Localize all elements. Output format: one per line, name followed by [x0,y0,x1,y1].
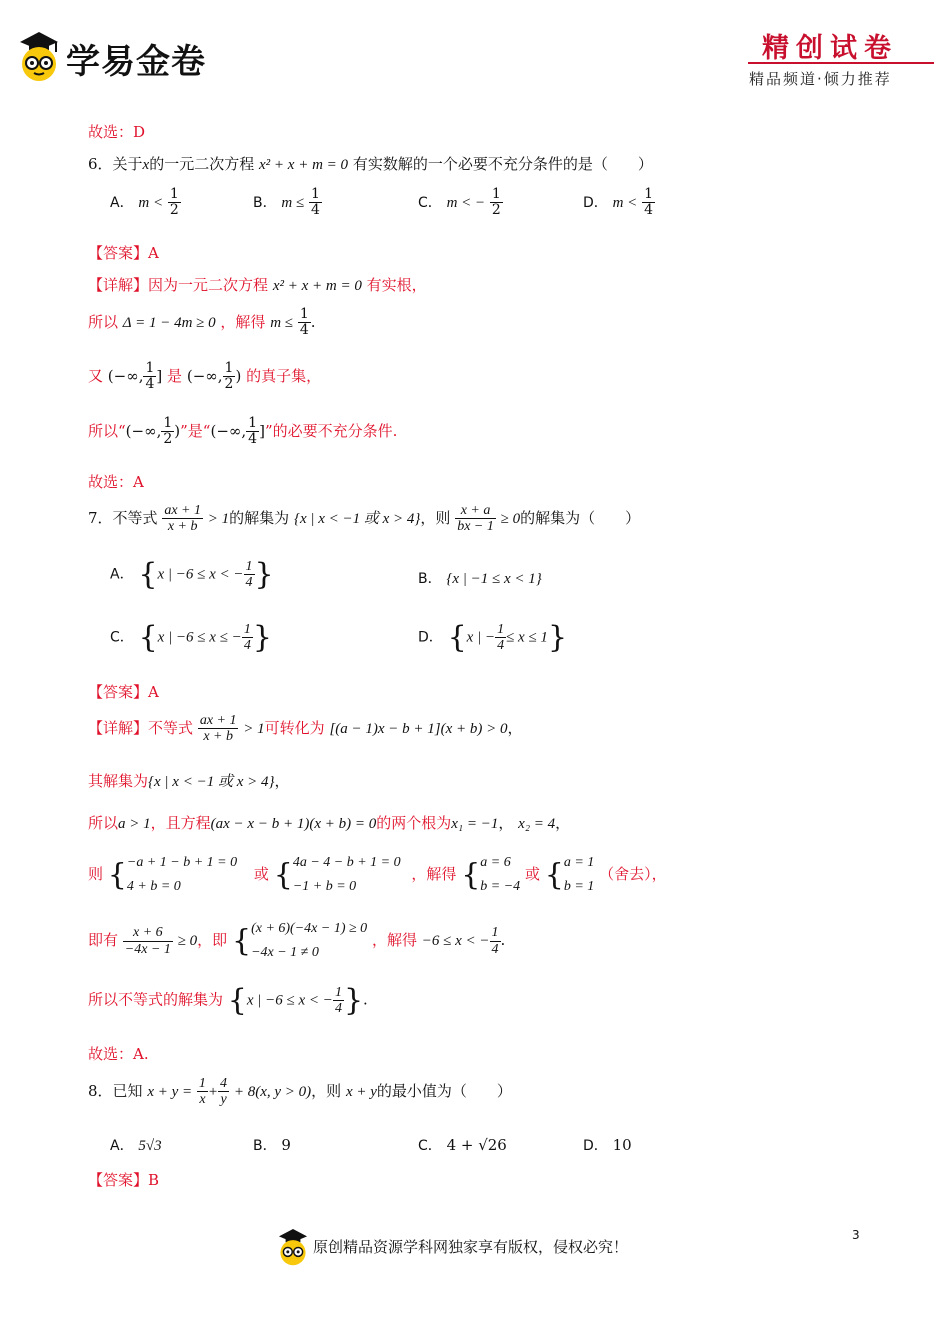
logo-text: 学易金卷 [66,42,206,82]
q7-option-a: A． {x | −6 ≤ x < − $\frac{1}{4}$ } [110,557,274,592]
q6-option-c: C． m < − $\frac{1}{2}$ [418,186,501,219]
q6-detail-line4: 所以“(−∞, $\frac{1}{2}$ )”是“(−∞, $\frac{1}{4}$ ]”的必要不充分条件. [88,415,398,448]
q7-choice: 故选：A. [88,1045,149,1063]
q7-detail-line5: 即有 $\frac{x + 6}{-4x - 1}$ ≥ 0，即 { (x + 6)(−4x − 1) ≥ 0 −4x − 1 ≠ 0 ，解得 −6 ≤ x < − $\frac{1}{4}$ . [88,921,506,960]
prev-choice: 故选：D [88,123,146,141]
q6-detail-line2: 所以 Δ = 1 − 4m ≥ 0 ，解得 m ≤ $\frac{1}{4}$ . [88,306,316,339]
brand-subtitle: 精品频道·倾力推荐 [749,70,892,88]
q7-detail-line4: 则 { −a + 1 − b + 1 = 0 4 + b = 0 或 { 4a − 4 − b + 1 = 0 −1 + b = 0 ，解得 { a = 6 b = −4 或 { a = 1 b = 1 （舍去）， [88,855,667,894]
q8-option-a: A． 5√3 [110,1138,162,1154]
logo-mascot-icon [16,28,62,82]
q7-option-c: C． {x | −6 ≤ x ≤ − $\frac{1}{4}$ } [110,620,272,655]
q6-answer: 【答案】A [88,244,159,262]
q7-detail-line6: 所以不等式的解集为 {x | −6 ≤ x < − $\frac{1}{4}$ }. [88,983,368,1018]
q6-choice: 故选：A [88,473,144,491]
q8-option-b: B． 9 [253,1136,291,1154]
q6-option-a: A． m < $\frac{1}{2}$ [110,186,179,219]
q6-detail-line1: 【详解】因为一元二次方程 x² + x + m = 0 有实根， [88,276,427,294]
q7-detail-line2: 其解集为{x | x < −1 或 x > 4}， [88,772,290,790]
q6-stem: 6．关于x的一元二次方程 x² + x + m = 0 有实数解的一个必要不充分条件的是（ ） [88,155,653,173]
q8-answer: 【答案】B [88,1171,160,1189]
q7-option-d: D． {x | − $\frac{1}{4}$ ≤ x ≤ 1} [418,620,568,655]
q8-stem: 8．已知 x + y = $\frac{1}{x}$ + $\frac{4}{y}$ + 8(x, y > 0)，则 x + y的最小值为（ ） [88,1076,512,1108]
page-number: 3 [852,1228,860,1242]
q8-option-c: C． 4 + √26 [418,1136,507,1154]
q8-option-d: D． 10 [583,1136,632,1154]
q6-detail-line3: 又 (−∞, $\frac{1}{4}$ ] 是 (−∞, $\frac{1}{2}$ ) 的真子集， [88,360,322,393]
q6-option-b: B． m ≤ $\frac{1}{4}$ [253,186,320,219]
q7-answer: 【答案】A [88,683,159,701]
brand-title: 精创试卷 [762,33,898,64]
brand-divider [748,62,934,64]
footer-copyright: 原创精品资源学科网独家享有版权，侵权必究！ [313,1238,629,1256]
q7-detail-line3: 所以a > 1，且方程(ax − x − b + 1)(x + b) = 0的两个根为x₁ = −1， x₂ = 4， [88,814,571,832]
q7-stem: 7．不等式 $\frac{ax + 1}{x + b}$ > 1的解集为 {x | x < −1 或 x > 4}，则 $\frac{x + a}{bx - 1}$ ≥ 0的解集为（ ） [88,503,641,535]
q7-option-b: B． {x | −1 ≤ x < 1} [418,571,542,587]
q6-option-d: D． m < $\frac{1}{4}$ [583,186,653,219]
q7-detail-line1: 【详解】不等式 $\frac{ax + 1}{x + b}$ > 1可转化为 [(a − 1)x − b + 1](x + b) > 0， [88,713,523,745]
footer-mascot-icon [276,1226,310,1266]
